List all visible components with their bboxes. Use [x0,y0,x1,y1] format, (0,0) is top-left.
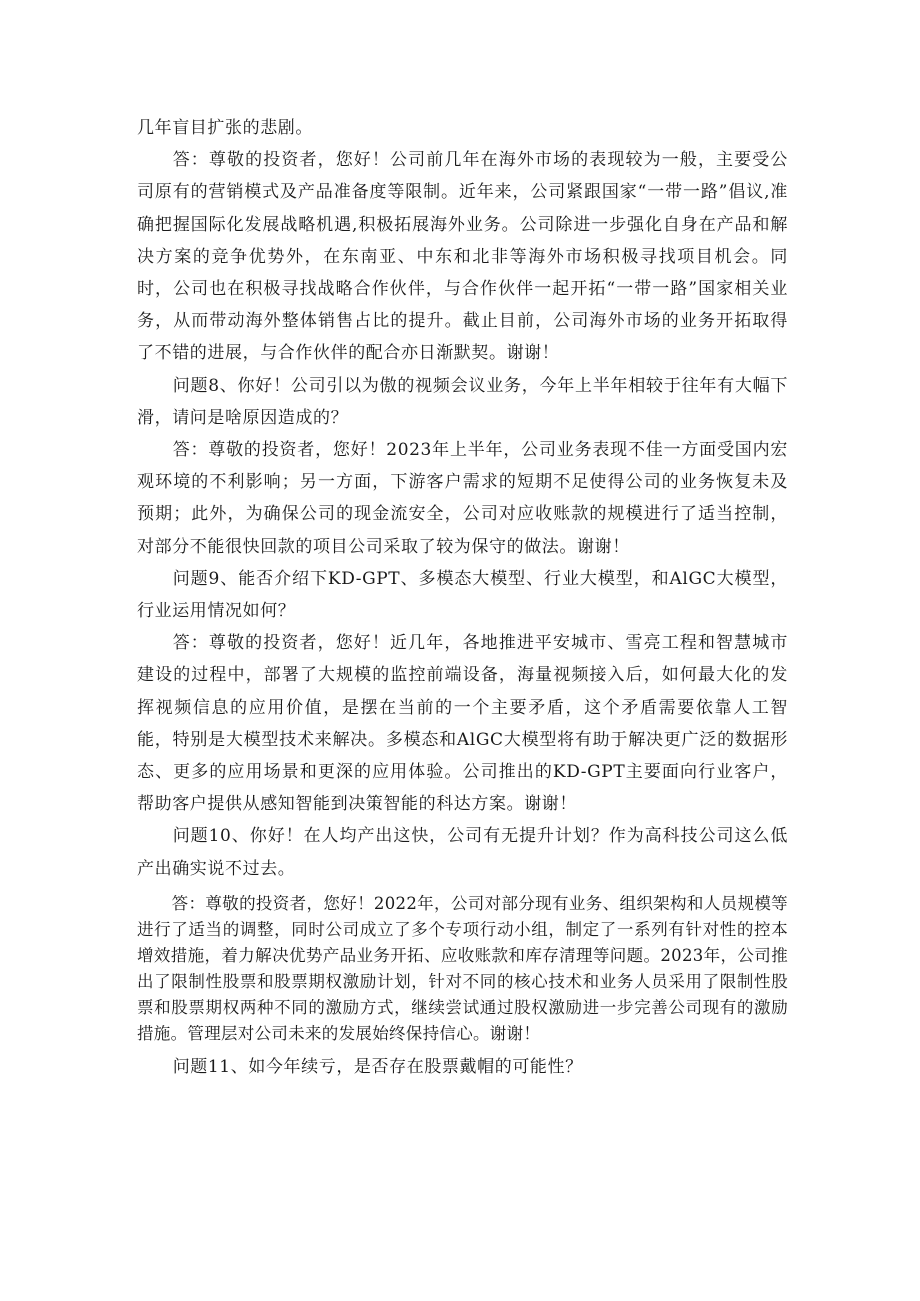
answer-paragraph-9: 答：尊敬的投资者，您好！近几年，各地推进平安城市、雪亮工程和智慧城市建设的过程中，部署了大规模的监控前端设备，海量视频接入后，如何最大化的发挥视频信息的应用价值，是摆在当前的一个主要矛盾，这个矛盾需要依靠人工智能，特别是大模型技术来解决。多模态和AlGC大模型将有助于解决更广泛的数据形态、更多的应用场景和更深的应用体验。公司推出的KD-GPT主要面向行业客户，帮助客户提供从感知智能到决策智能的科达方案。谢谢！ [137,633,788,815]
question-paragraph-11: 问题11、如今年续亏，是否存在股票戴帽的可能性？ [172,1056,583,1077]
question-paragraph-10: 问题10、你好！在人均产出这快，公司有无提升计划？作为高科技公司这么低产出确实说不过去。 [137,826,788,879]
answer-paragraph-10: 答：尊敬的投资者，您好！2022年，公司对部分现有业务、组织架构和人员规模等进行了适当的调整，同时公司成立了多个专项行动小组，制定了一系列有针对性的控本增效措施，着力解决优势产品业务开拓、应收账款和库存清理等问题。2023年，公司推出了限制性股票和股票期权激励计划，针对不同的核心技术和业务人员采用了限制性股票和股票期权两种不同的激励方式，继续尝试通过股权激励进一步完善公司现有的激励措施。管理层对公司未来的发展始终保持信心。谢谢！ [137,893,788,1043]
document-page [137,112,788,1083]
answer-continuation-paragraph: 几年盲目扩张的悲剧。 [137,118,313,138]
question-paragraph-9: 问题9、能否介绍下KD-GPT、多模态大模型、行业大模型，和AlGC大模型，行业运用情况如何？ [137,568,788,622]
answer-paragraph-8: 答：尊敬的投资者，您好！2023年上半年，公司业务表现不佳一方面受国内宏观环境的不利影响；另一方面，下游客户需求的短期不足使得公司的业务恢复未及预期；此外，为确保公司的现金流安全，公司对应收账款的规模进行了适当控制，对部分不能很快回款的项目公司采取了较为保守的做法。谢谢！ [137,440,788,557]
question-paragraph-8: 问题8、你好！公司引以为傲的视频会议业务，今年上半年相较于往年有大幅下滑，请问是啥原因造成的？ [137,375,788,428]
answer-paragraph-q7: 答：尊敬的投资者，您好！公司前几年在海外市场的表现较为一般，主要受公司原有的营销模式及产品准备度等限制。近年来，公司紧跟国家“一带一路”倡议,准确把握国际化发展战略机遇,积极拓展海外业务。公司除进一步强化自身在产品和解决方案的竞争优势外，在东南亚、中东和北非等海外市场积极寻找项目机会。同时，公司也在积极寻找战略合作伙伴，与合作伙伴一起开拓“一带一路”国家相关业务，从而带动海外整体销售占比的提升。截止目前，公司海外市场的业务开拓取得了不错的进展，与合作伙伴的配合亦日渐默契。谢谢！ [137,150,788,364]
